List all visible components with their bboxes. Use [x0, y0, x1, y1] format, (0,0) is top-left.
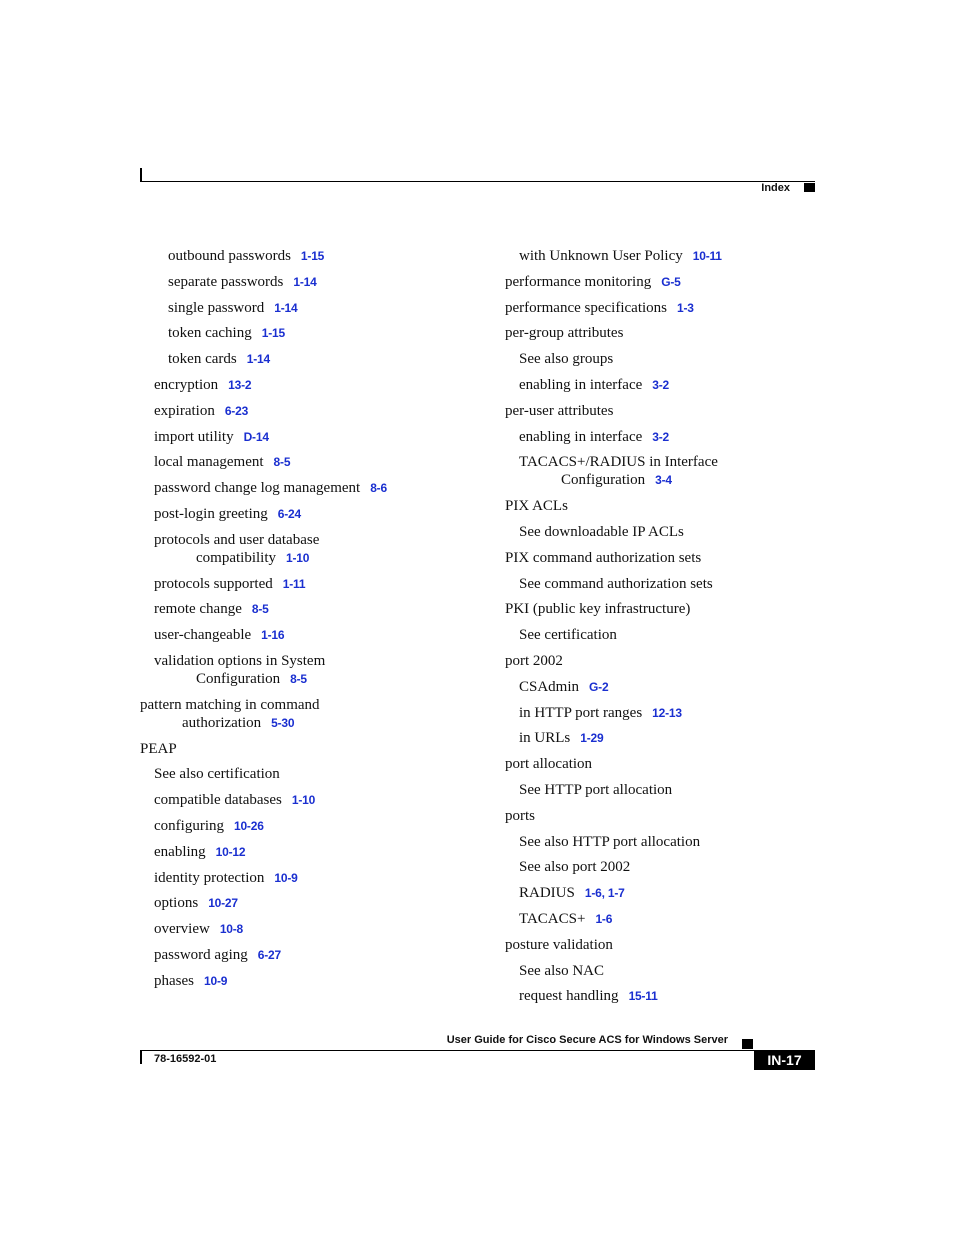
index-entry — [140, 972, 480, 990]
index-entry-text: TACACS+/RADIUS in Interface — [519, 454, 718, 471]
index-entry-text: identity protection — [154, 869, 265, 886]
index-entry-text: enabling — [154, 843, 206, 860]
index-entry-text: protocols and user database — [154, 531, 320, 548]
index-entry — [140, 273, 480, 291]
page-reference-link[interactable]: 8-5 — [251, 602, 269, 617]
index-entry-text: performance monitoring — [505, 273, 652, 290]
index-entry — [140, 402, 480, 420]
page-reference-link[interactable]: 12-13 — [652, 705, 682, 720]
index-entry — [140, 299, 480, 317]
page-reference-link[interactable]: 1-3 — [677, 300, 694, 315]
index-entry — [505, 755, 845, 773]
index-entry — [505, 858, 845, 876]
page-reference-link[interactable]: 1-6 — [595, 911, 613, 926]
index-entry — [505, 324, 845, 342]
page-reference-link[interactable]: 1-16 — [261, 628, 285, 643]
index-entry-text: options — [154, 895, 199, 912]
header-tick-mark — [140, 168, 142, 182]
index-entry-text: port allocation — [505, 756, 593, 773]
index-entry — [505, 910, 845, 928]
index-entry — [140, 740, 480, 758]
index-entry-text: local management — [154, 454, 264, 471]
index-entry-text: See command authorization sets — [519, 575, 713, 592]
index-entry-text: separate passwords — [168, 273, 284, 290]
index-entry — [140, 505, 480, 523]
index-entry — [505, 678, 845, 696]
header-square-marker — [804, 183, 815, 192]
index-entry-text: remote change — [154, 601, 242, 618]
index-entry-text: ports — [505, 807, 535, 824]
page-reference-link[interactable]: 6-23 — [224, 403, 249, 418]
index-entry-text: single password — [168, 299, 265, 316]
index-entry-text: token caching — [168, 325, 252, 342]
index-entry — [140, 765, 480, 783]
footer-guide-title: User Guide for Cisco Secure ACS for Windows Server — [446, 1034, 728, 1046]
page-reference-link[interactable]: 1-10 — [286, 550, 310, 565]
index-entry-text: TACACS+ — [519, 910, 586, 927]
index-entry-continuation — [154, 670, 480, 688]
index-entry-continuation — [154, 549, 480, 567]
index-entry-text: user-changeable — [154, 627, 252, 644]
index-entry — [140, 652, 480, 688]
index-entry-text: See also port 2002 — [519, 859, 631, 876]
index-entry — [505, 575, 845, 593]
index-entry-continuation-text: compatibility — [196, 549, 276, 566]
index-entry-text: performance specifications — [505, 299, 668, 316]
index-entry-text: in HTTP port ranges — [519, 704, 643, 721]
index-entry — [505, 273, 845, 291]
index-entry — [505, 549, 845, 567]
page-reference-link[interactable]: 6-27 — [257, 947, 281, 962]
index-entry-text: overview — [154, 921, 210, 938]
index-entry — [505, 299, 845, 317]
index-entry-text: CSAdmin — [519, 678, 580, 695]
index-entry-text: See also groups — [519, 351, 614, 368]
index-entry-text: enabling in interface — [519, 428, 643, 445]
page-reference-link[interactable]: 1-29 — [580, 731, 604, 746]
index-entry — [505, 402, 845, 420]
page-reference-link[interactable]: 10-26 — [233, 818, 264, 833]
page-reference-link[interactable]: 1-14 — [246, 352, 270, 367]
footer-rule — [140, 1050, 754, 1051]
index-entry — [505, 704, 845, 722]
page-reference-link[interactable]: 3-2 — [652, 429, 670, 444]
index-entry-text: RADIUS — [519, 885, 575, 902]
index-entry — [140, 626, 480, 644]
index-entry-text: See certification — [519, 627, 617, 644]
index-entry-continuation-text: authorization — [182, 714, 262, 731]
index-entry — [505, 600, 845, 618]
index-entry — [140, 247, 480, 265]
index-entry-text: token cards — [168, 351, 237, 368]
page-reference-link[interactable]: 10-12 — [215, 844, 246, 859]
index-entry — [505, 833, 845, 851]
index-entry — [140, 376, 480, 394]
page-reference-link[interactable]: 8-5 — [290, 671, 307, 686]
page-reference-link[interactable]: 1-14 — [274, 300, 298, 315]
index-entry-text: PIX command authorization sets — [505, 549, 702, 566]
footer-square-marker — [742, 1039, 753, 1049]
index-entry — [505, 428, 845, 446]
index-entry-text: pattern matching in command — [140, 696, 320, 713]
index-entry — [505, 987, 845, 1005]
page-reference-link[interactable]: 13-2 — [228, 377, 252, 392]
page-reference-link[interactable]: 1-15 — [300, 249, 325, 263]
index-entry — [140, 920, 480, 938]
index-entry-text: enabling in interface — [519, 376, 643, 393]
index-entry — [140, 453, 480, 471]
index-entry-text: with Unknown User Policy — [519, 248, 683, 264]
index-entry-text: expiration — [154, 402, 215, 419]
index-entry — [140, 479, 480, 497]
index-entry-text: validation options in System — [154, 652, 326, 669]
index-entry — [505, 453, 845, 489]
index-entry — [140, 696, 480, 732]
index-entry-text: PIX ACLs — [505, 498, 568, 515]
index-entry — [140, 843, 480, 861]
footer-doc-number: 78-16592-01 — [154, 1053, 217, 1065]
index-entry-text: post-login greeting — [154, 505, 268, 522]
page-reference-link[interactable]: 1-11 — [282, 576, 306, 591]
index-entry-text: password change log management — [154, 480, 361, 497]
header-section-label: Index — [761, 182, 790, 194]
index-entry-continuation — [140, 714, 480, 732]
index-entry — [505, 781, 845, 799]
index-entry — [140, 894, 480, 912]
index-entry — [140, 791, 480, 809]
index-entry-continuation-text: Configuration — [561, 472, 646, 489]
page-reference-link[interactable]: G-5 — [661, 274, 681, 289]
index-entry — [505, 523, 845, 541]
index-entry — [505, 247, 845, 265]
index-entry — [140, 428, 480, 446]
index-entry-text: request handling — [519, 988, 619, 1005]
index-entry-text: in URLs — [519, 730, 571, 747]
page-reference-link[interactable]: 5-30 — [271, 715, 295, 730]
page-reference-link[interactable]: D-14 — [243, 429, 269, 444]
index-entry — [505, 936, 845, 954]
index-entry-text: protocols supported — [154, 575, 273, 592]
index-entry — [140, 946, 480, 964]
index-entry — [140, 350, 480, 368]
index-entry-text: See also HTTP port allocation — [519, 833, 701, 850]
page-reference-link[interactable]: 10-11 — [692, 249, 722, 263]
index-entry — [140, 817, 480, 835]
page-reference-link[interactable]: G-2 — [589, 679, 609, 694]
index-entry — [505, 652, 845, 670]
page-reference-link[interactable]: 10-27 — [208, 896, 238, 911]
index-entry-text: See downloadable IP ACLs — [519, 523, 684, 540]
index-entry — [140, 575, 480, 593]
page-reference-link[interactable]: 6-24 — [277, 506, 301, 521]
index-entry — [140, 600, 480, 618]
index-entry-text: phases — [154, 972, 194, 989]
page-reference-link[interactable]: 3-2 — [652, 377, 670, 392]
page-reference-link[interactable]: 10-9 — [274, 870, 298, 885]
index-column-right — [505, 247, 845, 1013]
index-entry-text: compatible databases — [154, 792, 282, 809]
footer-tick-mark — [140, 1050, 142, 1064]
index-entry — [505, 497, 845, 515]
index-entry-text: configuring — [154, 817, 224, 834]
index-entry — [505, 807, 845, 825]
index-entry-continuation — [519, 471, 845, 489]
index-entry-text: encryption — [154, 376, 219, 393]
index-entry-text: per-user attributes — [505, 402, 614, 419]
index-entry — [140, 531, 480, 567]
page-reference-link[interactable]: 8-6 — [370, 481, 387, 496]
page-reference-link[interactable]: 8-5 — [273, 455, 291, 470]
index-entry-text: posture validation — [505, 936, 613, 953]
page-reference-link[interactable]: 1-14 — [293, 274, 317, 289]
page-reference-link[interactable]: 10-8 — [219, 922, 244, 937]
index-entry-text: password aging — [154, 946, 248, 963]
index-entry-text: outbound passwords — [168, 248, 291, 264]
index-entry-text: per-group attributes — [505, 325, 624, 342]
index-entry — [505, 729, 845, 747]
index-entry-text: PKI (public key infrastructure) — [505, 601, 691, 618]
page-reference-link[interactable]: 1-15 — [261, 326, 285, 341]
index-column-left — [140, 247, 480, 998]
index-entry — [505, 962, 845, 980]
index-entry-text: See also NAC — [519, 962, 604, 979]
index-entry — [140, 324, 480, 342]
page-reference-link[interactable]: 15-11 — [628, 989, 658, 1004]
index-entry-text: port 2002 — [505, 652, 563, 669]
index-entry — [505, 884, 845, 902]
index-entry — [505, 626, 845, 644]
index-entry-text: See also certification — [154, 766, 280, 783]
page-reference-link[interactable]: 10-9 — [204, 973, 228, 988]
index-entry — [140, 869, 480, 887]
page-reference-link[interactable]: 1-10 — [291, 793, 316, 808]
index-entry-continuation-text: Configuration — [196, 670, 281, 687]
index-entry — [505, 376, 845, 394]
index-entry-text: import utility — [154, 428, 234, 445]
index-entry — [505, 350, 845, 368]
page-reference-link[interactable]: 3-4 — [655, 473, 672, 488]
index-entry-text: See HTTP port allocation — [519, 781, 673, 798]
index-entry-text: PEAP — [140, 740, 177, 757]
page-reference-link[interactable]: 1-6, 1-7 — [584, 886, 625, 901]
footer-page-number: IN-17 — [754, 1050, 815, 1070]
